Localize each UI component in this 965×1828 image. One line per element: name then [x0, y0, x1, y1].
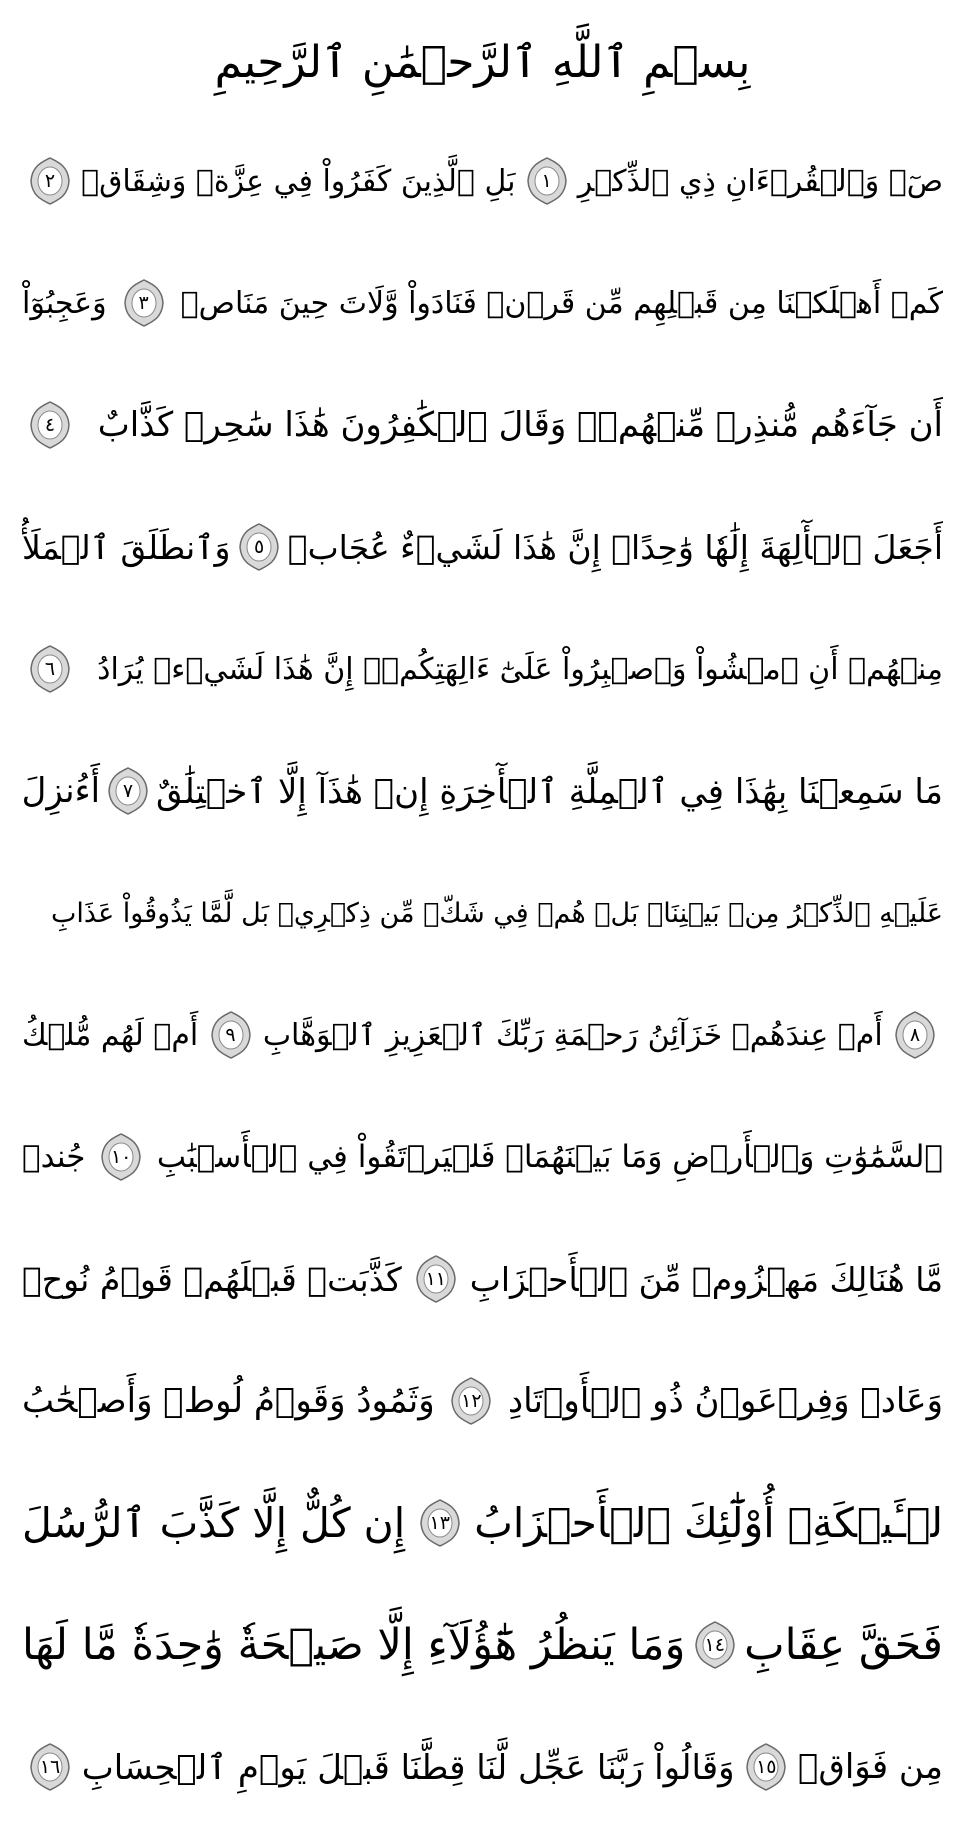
verse-text: مَّا هُنَالِكَ مَهۡزُومٞ مِّنَ ٱلۡأَحۡزَابِ — [469, 1259, 943, 1299]
verse-text: وَقَالُواْ رَبَّنَا عَجِّل لَّنَا قِطَّنَا قَبۡلَ يَوۡمِ ٱلۡحِسَابِ — [81, 1747, 735, 1788]
verse-line — [22, 1096, 943, 1218]
verse-text: ٱلسَّمَٰوَٰتِ وَٱلۡأَرۡضِ وَمَا بَيۡنَهُمَاۖ فَلۡيَرۡتَقُواْ فِي ٱلۡأَسۡبَٰبِ — [156, 1139, 943, 1175]
verse-line — [22, 242, 943, 364]
verse-text: وَٱنطَلَقَ ٱلۡمَلَأُ — [22, 527, 231, 567]
ayah-number: ١ — [541, 170, 552, 192]
verse-text: أَءُنزِلَ — [22, 771, 101, 811]
verse-text: أَجَعَلَ ٱلۡأٓلِهَةَ إِلَٰهٗا وَٰحِدًاۖ إِنَّ هَٰذَا لَشَيۡءٌ عُجَابٞ — [287, 527, 943, 567]
ayah-end-marker-icon — [744, 1742, 788, 1792]
verse-text: لۡـَٔيۡكَةِۚ أُوْلَٰٓئِكَ ٱلۡأَحۡزَابُ — [474, 1499, 943, 1547]
ayah-end-marker-icon — [418, 1498, 462, 1548]
ayah-number: ١٣ — [429, 1512, 450, 1534]
ayah-end-marker-icon — [122, 278, 166, 328]
verse-line — [22, 486, 943, 608]
verse-text: مَا سَمِعۡنَا بِهَٰذَا فِي ٱلۡمِلَّةِ ٱلۡأٓخِرَةِ إِنۡ هَٰذَآ إِلَّا ٱخۡتِلَٰقٌ — [156, 771, 943, 812]
ayah-number: ١٦ — [39, 1756, 61, 1778]
verse-text: مِن فَوَاقٖ — [798, 1747, 943, 1787]
ayah-number: ١٢ — [461, 1390, 482, 1412]
ayah-end-marker-icon — [99, 1132, 143, 1182]
verse-lines — [22, 120, 943, 1828]
ayah-number: ٦ — [44, 658, 56, 680]
verse-text: كَمۡ أَهۡلَكۡنَا مِن قَبۡلِهِم مِّن قَرۡنٖ فَنَادَواْ وَّلَاتَ حِينَ مَنَاصٖ — [180, 285, 943, 321]
ayah-number: ١١ — [425, 1268, 446, 1290]
verse-line — [22, 852, 943, 974]
verse-text: وَمَا يَنظُرُ هَٰٓؤُلَآءِ إِلَّا صَيۡحَةٗ وَٰحِدَةٗ مَّا لَهَا — [22, 1620, 686, 1670]
verse-line — [22, 364, 943, 486]
verse-text: كَذَّبَتۡ قَبۡلَهُمۡ قَوۡمُ نُوحٖ — [22, 1259, 402, 1299]
verse-line — [22, 608, 943, 730]
ayah-number: ١٤ — [704, 1634, 725, 1656]
verse-line — [22, 120, 943, 242]
ayah-number: ١٠ — [110, 1146, 132, 1168]
verse-line — [22, 1340, 943, 1462]
verse-text: أَمۡ لَهُم مُّلۡكُ — [22, 1017, 199, 1053]
ayah-number: ٩ — [225, 1024, 236, 1046]
basmala-header: بِسۡمِ ٱللَّهِ ٱلرَّحۡمَٰنِ ٱلرَّحِيمِ — [214, 37, 751, 88]
ayah-end-marker-icon — [693, 1620, 737, 1670]
ayah-number: ٥ — [254, 536, 265, 558]
verse-line — [22, 1706, 943, 1828]
verse-text: عَلَيۡهِ ٱلذِّكۡرُ مِنۢ بَيۡنِنَاۚ بَلۡ هُمۡ فِي شَكّٖ مِّن ذِكۡرِيۚ بَل لَّمَّا يَذُوقُواْ عَذَابِ — [50, 897, 943, 929]
ayah-end-marker-icon — [525, 156, 569, 206]
verse-text: فَحَقَّ عِقَابِ — [744, 1620, 943, 1670]
verse-text: بَلِ ٱلَّذِينَ كَفَرُواْ فِي عِزَّةٖ وَشِقَاقٖ — [81, 163, 516, 199]
ayah-end-marker-icon — [28, 400, 72, 450]
ayah-number: ٤ — [44, 414, 56, 436]
ayah-end-marker-icon — [28, 156, 72, 206]
ayah-number: ٨ — [909, 1024, 921, 1046]
ayah-number: ٣ — [138, 292, 149, 314]
verse-line — [22, 1462, 943, 1584]
verse-text: مِنۡهُمۡ أَنِ ٱمۡشُواْ وَٱصۡبِرُواْ عَلَىٰٓ ءَالِهَتِكُمۡۖ إِنَّ هَٰذَا لَشَيۡءٞ يُرَادُ — [97, 651, 943, 687]
ayah-end-marker-icon — [449, 1376, 493, 1426]
verse-text: وَثَمُودُ وَقَوۡمُ لُوطٖ وَأَصۡحَٰبُ — [22, 1381, 435, 1421]
ayah-end-marker-icon — [28, 644, 72, 694]
ayah-end-marker-icon — [106, 766, 150, 816]
ayah-end-marker-icon — [28, 1742, 72, 1792]
ayah-end-marker-icon — [209, 1010, 253, 1060]
ayah-end-marker-icon — [237, 522, 281, 572]
verse-text: أَمۡ عِندَهُمۡ خَزَآئِنُ رَحۡمَةِ رَبِّكَ ٱلۡعَزِيزِ ٱلۡوَهَّابِ — [262, 1017, 883, 1053]
verse-text: وَعَادٞ وَفِرۡعَوۡنُ ذُو ٱلۡأَوۡتَادِ — [508, 1381, 943, 1421]
ayah-number: ٧ — [122, 780, 134, 802]
verse-line — [22, 1584, 943, 1706]
verse-text: إِن كُلٌّ إِلَّا كَذَّبَ ٱلرُّسُلَ — [22, 1499, 406, 1547]
verse-text: جُندٞ — [22, 1139, 86, 1175]
verse-text: صٓۚ وَٱلۡقُرۡءَانِ ذِي ٱلذِّكۡرِ — [577, 163, 943, 199]
verse-text: وَعَجِبُوٓاْ — [22, 285, 107, 321]
verse-line — [22, 974, 943, 1096]
verse-text: أَن جَآءَهُم مُّنذِرٞ مِّنۡهُمۡۖ وَقَالَ ٱلۡكَٰفِرُونَ هَٰذَا سَٰحِرٞ كَذَّابٌ — [97, 405, 943, 445]
ayah-end-marker-icon — [893, 1010, 937, 1060]
ayah-end-marker-icon — [414, 1254, 458, 1304]
verse-line — [22, 1218, 943, 1340]
ayah-number: ١٥ — [756, 1756, 777, 1778]
ayah-number: ٢ — [44, 170, 56, 192]
verse-line — [22, 730, 943, 852]
